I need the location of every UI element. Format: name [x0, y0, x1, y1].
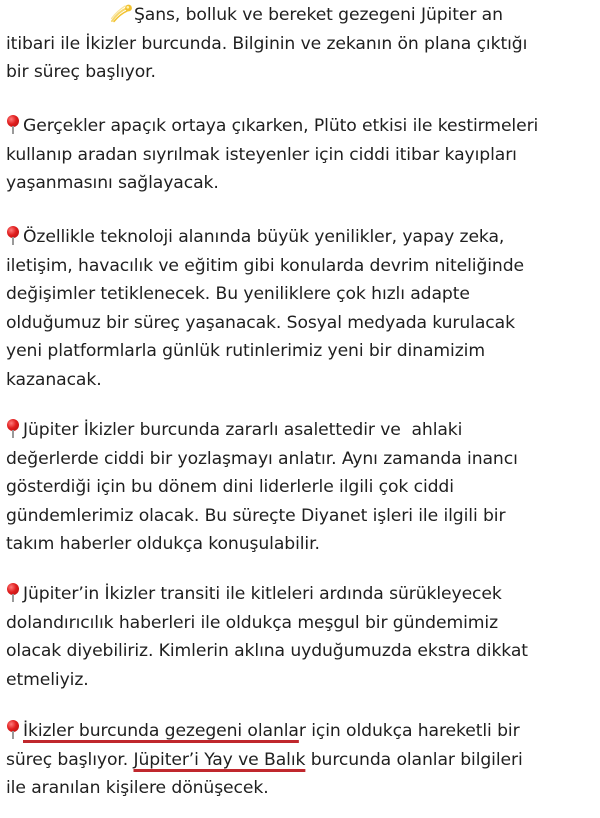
p6-line-2: süreç başlıyor. Jüpiter’i Yay ve Balık burcunda olanlar bilgileri	[6, 749, 523, 770]
p3-line-2: iletişim, havacılık ve eğitim gibi konularda devrim niteliğinde	[6, 255, 525, 276]
p3-line-5: yeni platformlarla günlük rutinlerimiz yeni bir dinamizim	[6, 341, 485, 362]
paragraph-2	[6, 112, 538, 198]
p6-line-3: ile aranılan kişilere dönüşecek.	[6, 778, 269, 799]
underlined-phrase-ikizler: İkizler burcunda gezegeni olanla	[23, 721, 299, 741]
underlined-phrase-jupiter-yay-balik: Jüpiter’i Yay ve Balık	[133, 749, 306, 770]
p4-line-3: gösterdiği için bu dönem dini liderlerle ilgili çok ciddi	[6, 477, 454, 498]
pushpin-icon	[6, 224, 20, 246]
p6-line-1: İkizler burcunda gezegeni olanlar için oldukça hareketli bir	[6, 717, 523, 746]
p5-line-3: olacak diyebiliriz. Kimlerin aklına uyduğumuzda ekstra dikkat	[6, 641, 528, 662]
p4-line-2: değerlerde ciddi bir yozlaşmayı anlatır. Aynı zamanda inancı	[6, 448, 518, 469]
p4-line-1: Jüpiter İkizler burcunda zararlı asalettedir ve ahlaki	[6, 416, 518, 445]
paragraph-5	[6, 580, 528, 694]
pushpin-icon	[6, 113, 20, 135]
intro-paragraph	[6, 1, 527, 87]
p5-line-1: Jüpiter’in İkizler transiti ile kitleleri ardında sürükleyecek	[6, 580, 528, 609]
p4-line-4: gündemlerimiz olacak. Bu süreçte Diyanet işleri ile ilgili bir	[6, 505, 506, 526]
p2-line-1: Gerçekler apaçık ortaya çıkarken, Plüto etkisi ile kestirmeleri	[6, 112, 538, 141]
pushpin-icon	[6, 718, 20, 740]
p5-line-4: etmeliyiz.	[6, 669, 89, 690]
intro-line-3: bir süreç başlıyor.	[6, 62, 156, 83]
p3-line-3: değişimler tetiklenecek. Bu yeniliklere çok hızlı adapte	[6, 284, 470, 305]
p2-line-3: yaşanmasını sağlayacak.	[6, 173, 219, 194]
p4-line-5: takım haberler oldukça konuşulabilir.	[6, 534, 320, 555]
p5-line-2: dolandırıcılık haberleri ile oldukça meşgul bir gündemimiz	[6, 612, 499, 633]
p2-line-2: kullanıp aradan sıyrılmak isteyenler için ciddi itibar kayıpları	[6, 144, 517, 165]
paragraph-4	[6, 416, 518, 559]
pushpin-icon	[6, 581, 20, 603]
comet-icon	[111, 3, 133, 23]
pushpin-icon	[6, 417, 20, 439]
p3-line-4: olduğumuz bir süreç yaşanacak. Sosyal medyada kurulacak	[6, 312, 515, 333]
p3-line-6: kazanacak.	[6, 369, 102, 390]
p3-line-1: Özellikle teknoloji alanında büyük yenilikler, yapay zeka,	[6, 223, 524, 252]
intro-line-2: itibari ile İkizler burcunda. Bilginin ve zekanın ön plana çıktığı	[6, 33, 528, 54]
paragraph-6	[6, 717, 523, 803]
intro-line-1: Şans, bolluk ve bereket gezegeni Jüpiter an	[6, 1, 527, 30]
paragraph-3	[6, 223, 524, 395]
